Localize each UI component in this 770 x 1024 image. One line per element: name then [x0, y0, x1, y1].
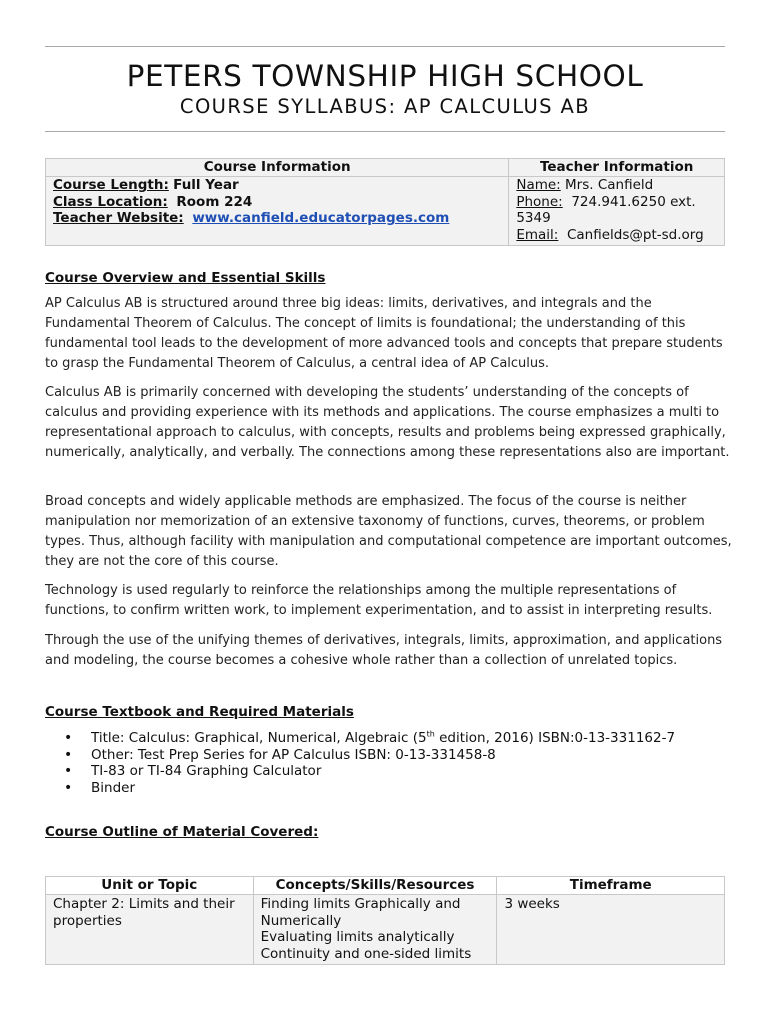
outline-heading: Course Outline of Material Covered: [45, 824, 319, 840]
course-length-label: Course Length: [53, 177, 169, 193]
overview-paragraph-1: AP Calculus AB is structured around three big ideas: limits, derivatives, and integrals and the Fundamental Theorem of Calculus. The concept of limits is foundational; the understanding of this fundamental tool leads to the development of more advanced tools and concepts that prepare students to grasp the Fundamental Theorem of Calculus, a central idea of AP Calculus. [45, 296, 723, 371]
materials-heading: Course Textbook and Required Materials [45, 704, 354, 720]
course-length-value: Full Year [173, 177, 239, 193]
course-info-header: Course Information [46, 159, 509, 177]
table-row [46, 895, 725, 965]
list-item: • TI-83 or TI-84 Graphing Calculator [64, 763, 675, 780]
overview-paragraph-2: Calculus AB is primarily concerned with developing the students’ understanding of the concepts of calculus and providing experience with its methods and applications. The course emphasizes a multi to representational approach to calculus, with concepts, results and problems being expressed graphically, numerically, analytically, and verbally. The connections among these representations also are important. [45, 385, 730, 460]
list-item: • Title: Calculus: Graphical, Numerical, Algebraic (5th edition, 2016) ISBN:0-13-331162-7 [64, 730, 675, 747]
name-label: Name: [516, 177, 561, 193]
school-name: PETERS TOWNSHIP HIGH SCHOOL [126, 59, 644, 93]
info-table [45, 158, 725, 246]
outline-header-concepts: Concepts/Skills/Resources [253, 877, 497, 895]
top-rule [45, 46, 725, 47]
class-location-value: Room 224 [176, 193, 253, 210]
overview-heading: Course Overview and Essential Skills [45, 270, 326, 286]
course-info-cell [46, 177, 509, 246]
course-title: COURSE SYLLABUS: AP CALCULUS AB [179, 95, 591, 118]
outline-concepts-cell: Finding limits Graphically and Numerically Evaluating limits analytically Continuity and one-sided limits [253, 895, 497, 965]
outline-time-cell: 3 weeks [497, 895, 725, 965]
outline-header-unit: Unit or Topic [46, 877, 254, 895]
teacher-info-cell [509, 177, 725, 246]
class-location-label: Class Location: [53, 193, 168, 210]
teacher-website-label: Teacher Website: [53, 210, 184, 226]
teacher-info-header: Teacher Information [509, 159, 725, 177]
list-item: • Binder [64, 780, 675, 797]
email-value: Canfields@pt-sd.org [566, 226, 704, 243]
teacher-website-link[interactable]: www.canfield.educatorpages.com [192, 210, 450, 226]
outline-header-timeframe: Timeframe [497, 877, 725, 895]
list-item: • Other: Test Prep Series for AP Calculus ISBN: 0-13-331458-8 [64, 747, 675, 764]
title-rule [45, 131, 725, 132]
materials-list [64, 730, 675, 796]
overview-paragraph-3: Broad concepts and widely applicable methods are emphasized. The focus of the course is neither manipulation nor memorization of an extensive taxonomy of functions, curves, theorems, or problem types. Thus, although facility with manipulation and computational competence are important outcomes, they are not the core of this course. [45, 494, 732, 569]
email-label: Email: [516, 226, 559, 243]
phone-label: Phone: [516, 193, 563, 210]
outline-table [45, 876, 725, 965]
phone-value: 724.941.6250 ext. 5349 [516, 193, 696, 226]
overview-paragraph-5: Through the use of the unifying themes of derivatives, integrals, limits, approximation, and applications and modeling, the course becomes a cohesive whole rather than a collection of unrelated topics. [45, 633, 723, 668]
outline-unit-cell: Chapter 2: Limits and their properties [46, 895, 254, 965]
name-value: Mrs. Canfield [565, 177, 654, 193]
overview-paragraph-4: Technology is used regularly to reinforce the relationships among the multiple representations of functions, to confirm written work, to implement experimentation, and to assist in interpreting results. [45, 583, 713, 618]
